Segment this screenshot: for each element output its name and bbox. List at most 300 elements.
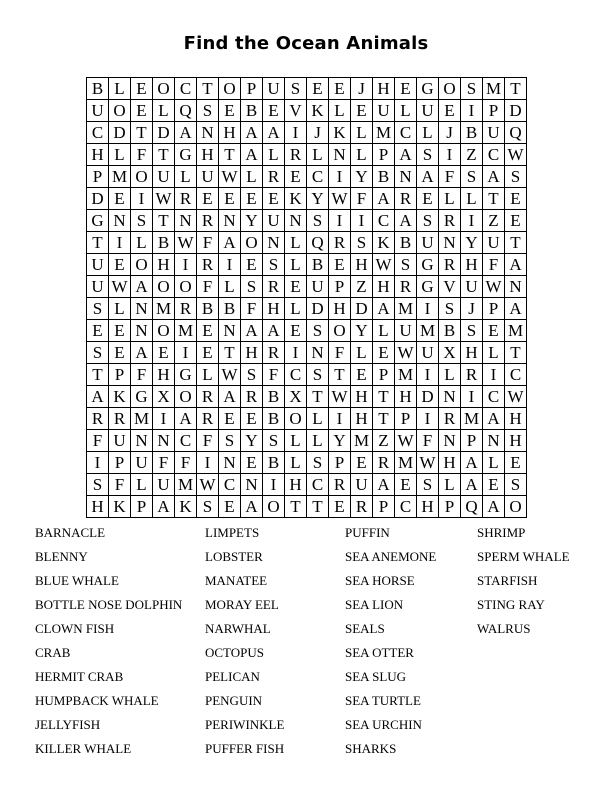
grid-cell: C (219, 474, 241, 496)
grid-cell: U (87, 276, 109, 298)
grid-cell: M (131, 408, 153, 430)
grid-cell: A (505, 298, 527, 320)
grid-cell: L (197, 364, 219, 386)
grid-cell: C (395, 496, 417, 518)
grid-cell: L (483, 452, 505, 474)
grid-cell: Z (483, 210, 505, 232)
grid-cell: M (153, 298, 175, 320)
grid-cell: L (373, 320, 395, 342)
grid-cell: T (87, 364, 109, 386)
grid-cell: P (87, 166, 109, 188)
grid-cell: H (351, 254, 373, 276)
grid-cell: G (417, 254, 439, 276)
word-list-item: PENGUIN (205, 693, 263, 708)
grid-cell: O (153, 276, 175, 298)
word-list-item: CLOWN FISH (35, 621, 115, 636)
grid-cell: H (87, 496, 109, 518)
grid-cell: E (351, 452, 373, 474)
grid-cell: A (153, 496, 175, 518)
grid-cell: I (483, 364, 505, 386)
grid-cell: R (175, 298, 197, 320)
grid-cell: O (175, 386, 197, 408)
grid-cell: F (417, 430, 439, 452)
grid-cell: V (439, 276, 461, 298)
grid-cell: E (285, 320, 307, 342)
grid-cell: F (131, 364, 153, 386)
grid-cell: P (373, 144, 395, 166)
grid-cell: L (263, 144, 285, 166)
grid-cell: R (263, 166, 285, 188)
grid-cell: P (329, 452, 351, 474)
grid-cell: E (197, 188, 219, 210)
grid-cell: L (285, 232, 307, 254)
grid-cell: M (373, 122, 395, 144)
grid-cell: E (373, 342, 395, 364)
grid-cell: I (175, 342, 197, 364)
grid-cell: W (109, 276, 131, 298)
grid-cell: Q (175, 100, 197, 122)
grid-cell: A (483, 166, 505, 188)
word-list-item: KILLER WHALE (35, 741, 132, 756)
grid-cell: W (329, 386, 351, 408)
word-list-item: BLENNY (35, 549, 88, 564)
grid-cell: E (285, 276, 307, 298)
grid-row (87, 474, 527, 496)
grid-cell: W (483, 276, 505, 298)
grid-cell: E (483, 320, 505, 342)
grid-cell: H (197, 144, 219, 166)
grid-row (87, 276, 527, 298)
grid-cell: Q (461, 496, 483, 518)
grid-cell: W (505, 144, 527, 166)
grid-cell: Y (461, 232, 483, 254)
grid-cell: I (417, 298, 439, 320)
grid-cell: B (153, 232, 175, 254)
grid-cell: U (153, 474, 175, 496)
word-list-item: STARFISH (477, 573, 538, 588)
grid-cell: R (263, 276, 285, 298)
grid-cell: U (87, 100, 109, 122)
grid-cell: S (87, 342, 109, 364)
grid-cell: E (131, 100, 153, 122)
grid-cell: I (439, 144, 461, 166)
grid-cell: P (131, 496, 153, 518)
grid-cell: N (131, 298, 153, 320)
grid-cell: S (241, 276, 263, 298)
grid-cell: B (439, 320, 461, 342)
grid-cell: N (395, 166, 417, 188)
grid-row (87, 320, 527, 342)
grid-cell: P (109, 364, 131, 386)
grid-cell: E (219, 496, 241, 518)
grid-cell: L (241, 166, 263, 188)
grid-cell: A (263, 122, 285, 144)
grid-cell: P (439, 496, 461, 518)
grid-cell: M (351, 430, 373, 452)
grid-cell: F (197, 232, 219, 254)
grid-cell: F (109, 474, 131, 496)
grid-cell: N (153, 430, 175, 452)
grid-cell: A (395, 210, 417, 232)
grid-cell: M (483, 78, 505, 100)
grid-cell: X (285, 386, 307, 408)
word-list-item: SEALS (345, 621, 385, 636)
grid-cell: I (175, 254, 197, 276)
grid-cell: L (307, 408, 329, 430)
grid-cell: Z (351, 276, 373, 298)
grid-cell: X (153, 386, 175, 408)
grid-cell: T (307, 386, 329, 408)
grid-cell: U (153, 166, 175, 188)
grid-cell: A (505, 254, 527, 276)
grid-cell: S (219, 430, 241, 452)
grid-cell: F (131, 144, 153, 166)
grid-cell: T (153, 210, 175, 232)
grid-cell: K (175, 496, 197, 518)
grid-cell: A (241, 320, 263, 342)
grid-cell: E (417, 188, 439, 210)
grid-cell: A (373, 188, 395, 210)
grid-cell: E (109, 254, 131, 276)
grid-cell: J (307, 122, 329, 144)
grid-cell: B (263, 452, 285, 474)
grid-cell: N (109, 210, 131, 232)
grid-cell: L (219, 276, 241, 298)
grid-cell: L (329, 100, 351, 122)
grid-row (87, 452, 527, 474)
grid-cell: N (219, 452, 241, 474)
grid-cell: R (197, 386, 219, 408)
grid-cell: K (307, 100, 329, 122)
grid-cell: A (417, 166, 439, 188)
grid-cell: H (461, 254, 483, 276)
grid-row (87, 166, 527, 188)
word-list-item: BOTTLE NOSE DOLPHIN (35, 597, 183, 612)
grid-cell: L (395, 100, 417, 122)
word-list-item: WALRUS (477, 621, 531, 636)
grid-cell: L (417, 122, 439, 144)
grid-cell: E (131, 78, 153, 100)
grid-cell: S (241, 364, 263, 386)
grid-cell: S (87, 474, 109, 496)
grid-row (87, 298, 527, 320)
grid-cell: O (109, 100, 131, 122)
word-list-item: STING RAY (477, 597, 545, 612)
grid-cell: E (505, 452, 527, 474)
grid-cell: O (131, 166, 153, 188)
grid-row (87, 188, 527, 210)
grid-cell: C (483, 144, 505, 166)
grid-cell: O (505, 496, 527, 518)
grid-cell: K (109, 496, 131, 518)
grid-cell: A (461, 452, 483, 474)
grid-cell: T (219, 144, 241, 166)
grid-cell: J (461, 298, 483, 320)
grid-cell: T (329, 364, 351, 386)
grid-cell: A (241, 122, 263, 144)
grid-cell: B (197, 298, 219, 320)
grid-cell: E (219, 408, 241, 430)
grid-cell: O (439, 78, 461, 100)
grid-cell: V (285, 100, 307, 122)
grid-cell: E (87, 320, 109, 342)
grid-cell: W (219, 364, 241, 386)
grid-cell: F (241, 298, 263, 320)
grid-cell: T (131, 122, 153, 144)
grid-cell: D (351, 298, 373, 320)
grid-cell: T (505, 78, 527, 100)
grid-cell: Y (351, 166, 373, 188)
grid-cell: E (263, 188, 285, 210)
grid-cell: L (285, 254, 307, 276)
grid-cell: Z (461, 144, 483, 166)
grid-cell: M (175, 474, 197, 496)
grid-cell: K (285, 188, 307, 210)
grid-cell: N (131, 430, 153, 452)
grid-cell: S (263, 430, 285, 452)
word-list-item: HERMIT CRAB (35, 669, 124, 684)
grid-row (87, 254, 527, 276)
grid-cell: O (131, 254, 153, 276)
grid-cell: W (175, 232, 197, 254)
grid-cell: T (505, 232, 527, 254)
word-list-column-2 (205, 521, 284, 761)
grid-cell: R (439, 408, 461, 430)
grid-cell: O (241, 232, 263, 254)
grid-cell: N (505, 276, 527, 298)
word-list-item: MORAY EEL (205, 597, 279, 612)
grid-cell: S (461, 166, 483, 188)
grid-cell: G (417, 276, 439, 298)
grid-cell: E (109, 320, 131, 342)
grid-cell: B (395, 232, 417, 254)
grid-cell: N (175, 210, 197, 232)
grid-cell: E (395, 474, 417, 496)
grid-cell: S (307, 210, 329, 232)
grid-cell: C (373, 210, 395, 232)
word-list-item: SEA URCHIN (345, 717, 422, 732)
grid-cell: A (263, 320, 285, 342)
word-list-item: SEA HORSE (345, 573, 415, 588)
grid-row (87, 210, 527, 232)
grid-cell: A (219, 232, 241, 254)
grid-cell: A (87, 386, 109, 408)
grid-cell: U (417, 232, 439, 254)
word-list-item: SHRIMP (477, 525, 526, 540)
grid-cell: N (483, 430, 505, 452)
word-list-item: BARNACLE (35, 525, 106, 540)
grid-cell: P (483, 100, 505, 122)
grid-cell: P (373, 364, 395, 386)
grid-cell: C (307, 166, 329, 188)
grid-cell: E (197, 320, 219, 342)
grid-cell: B (219, 298, 241, 320)
grid-cell: R (197, 254, 219, 276)
grid-cell: H (351, 408, 373, 430)
grid-cell: W (395, 430, 417, 452)
grid-cell: F (87, 430, 109, 452)
grid-cell: E (351, 100, 373, 122)
grid-cell: U (461, 276, 483, 298)
grid-cell: Y (241, 210, 263, 232)
grid-cell: E (483, 474, 505, 496)
grid-cell: O (219, 78, 241, 100)
grid-cell: B (263, 408, 285, 430)
grid-cell: I (131, 188, 153, 210)
grid-cell: Y (351, 320, 373, 342)
grid-cell: P (395, 408, 417, 430)
grid-cell: C (285, 364, 307, 386)
grid-cell: Q (505, 122, 527, 144)
grid-cell: A (395, 144, 417, 166)
grid-cell: H (373, 276, 395, 298)
word-list-item: PERIWINKLE (205, 717, 285, 732)
grid-cell: H (373, 78, 395, 100)
grid-cell: L (307, 144, 329, 166)
grid-cell: F (175, 452, 197, 474)
grid-cell: E (241, 188, 263, 210)
grid-cell: L (109, 144, 131, 166)
grid-cell: S (417, 144, 439, 166)
grid-cell: B (461, 122, 483, 144)
grid-cell: I (153, 408, 175, 430)
grid-cell: I (109, 232, 131, 254)
grid-cell: N (307, 342, 329, 364)
grid-cell: R (87, 408, 109, 430)
grid-cell: E (307, 78, 329, 100)
grid-cell: J (351, 78, 373, 100)
grid-cell: L (351, 342, 373, 364)
grid-cell: E (197, 342, 219, 364)
grid-cell: A (241, 144, 263, 166)
grid-cell: M (175, 320, 197, 342)
grid-cell: R (285, 144, 307, 166)
grid-cell: M (395, 298, 417, 320)
word-list-item: SHARKS (345, 741, 397, 756)
grid-cell: I (417, 408, 439, 430)
grid-cell: H (351, 386, 373, 408)
grid-cell: P (329, 276, 351, 298)
grid-cell: R (241, 386, 263, 408)
grid-cell: R (373, 452, 395, 474)
grid-row (87, 430, 527, 452)
grid-cell: D (87, 188, 109, 210)
grid-cell: B (241, 100, 263, 122)
word-list-item: PUFFER FISH (205, 741, 285, 756)
grid-cell: Y (241, 430, 263, 452)
grid-cell: L (131, 474, 153, 496)
grid-cell: S (307, 364, 329, 386)
grid-cell: H (153, 364, 175, 386)
grid-cell: U (109, 430, 131, 452)
grid-row (87, 386, 527, 408)
grid-cell: T (505, 342, 527, 364)
grid-cell: N (439, 386, 461, 408)
grid-cell: I (285, 342, 307, 364)
grid-cell: S (197, 100, 219, 122)
grid-cell: U (263, 78, 285, 100)
grid-cell: T (483, 188, 505, 210)
grid-cell: E (109, 342, 131, 364)
grid-cell: K (373, 232, 395, 254)
grid-cell: R (439, 210, 461, 232)
word-list-item: PELICAN (205, 669, 260, 684)
grid-cell: G (417, 78, 439, 100)
grid-cell: H (395, 386, 417, 408)
grid-cell: N (197, 122, 219, 144)
grid-cell: S (439, 298, 461, 320)
grid-cell: F (439, 166, 461, 188)
grid-cell: A (219, 386, 241, 408)
grid-cell: R (175, 188, 197, 210)
grid-cell: U (263, 210, 285, 232)
grid-cell: N (263, 232, 285, 254)
word-list-item: SEA TURTLE (345, 693, 421, 708)
grid-cell: D (417, 386, 439, 408)
grid-cell: E (329, 78, 351, 100)
grid-cell: H (461, 342, 483, 364)
grid-cell: E (505, 210, 527, 232)
grid-cell: T (285, 496, 307, 518)
grid-cell: N (285, 210, 307, 232)
grid-cell: B (263, 386, 285, 408)
grid-cell: E (219, 188, 241, 210)
grid-cell: N (439, 430, 461, 452)
grid-cell: R (439, 254, 461, 276)
grid-cell: I (263, 474, 285, 496)
grid-cell: E (263, 100, 285, 122)
grid-cell: E (395, 78, 417, 100)
grid-cell: H (439, 452, 461, 474)
grid-cell: E (109, 188, 131, 210)
grid-cell: A (483, 496, 505, 518)
grid-cell: A (373, 298, 395, 320)
grid-cell: W (395, 342, 417, 364)
grid-cell: N (131, 320, 153, 342)
grid-cell: N (219, 210, 241, 232)
grid-cell: E (153, 342, 175, 364)
grid-cell: S (461, 320, 483, 342)
grid-cell: S (87, 298, 109, 320)
grid-cell: L (439, 364, 461, 386)
grid-cell: N (219, 320, 241, 342)
grid-cell: S (307, 452, 329, 474)
grid-cell: E (505, 188, 527, 210)
grid-cell: C (307, 474, 329, 496)
grid-cell: W (197, 474, 219, 496)
grid-cell: S (131, 210, 153, 232)
grid-cell: L (285, 430, 307, 452)
grid-cell: T (373, 408, 395, 430)
grid-cell: T (87, 232, 109, 254)
grid-cell: U (373, 100, 395, 122)
grid-row (87, 496, 527, 518)
grid-cell: H (241, 342, 263, 364)
grid-cell: L (351, 122, 373, 144)
grid-cell: A (175, 408, 197, 430)
grid-cell: P (461, 430, 483, 452)
grid-cell: E (241, 452, 263, 474)
grid-cell: R (351, 496, 373, 518)
grid-cell: T (219, 342, 241, 364)
grid-cell: S (461, 78, 483, 100)
grid-cell: H (505, 408, 527, 430)
grid-cell: R (197, 408, 219, 430)
grid-cell: E (329, 254, 351, 276)
grid-cell: A (461, 474, 483, 496)
grid-cell: E (351, 364, 373, 386)
word-list-item: PUFFIN (345, 525, 390, 540)
